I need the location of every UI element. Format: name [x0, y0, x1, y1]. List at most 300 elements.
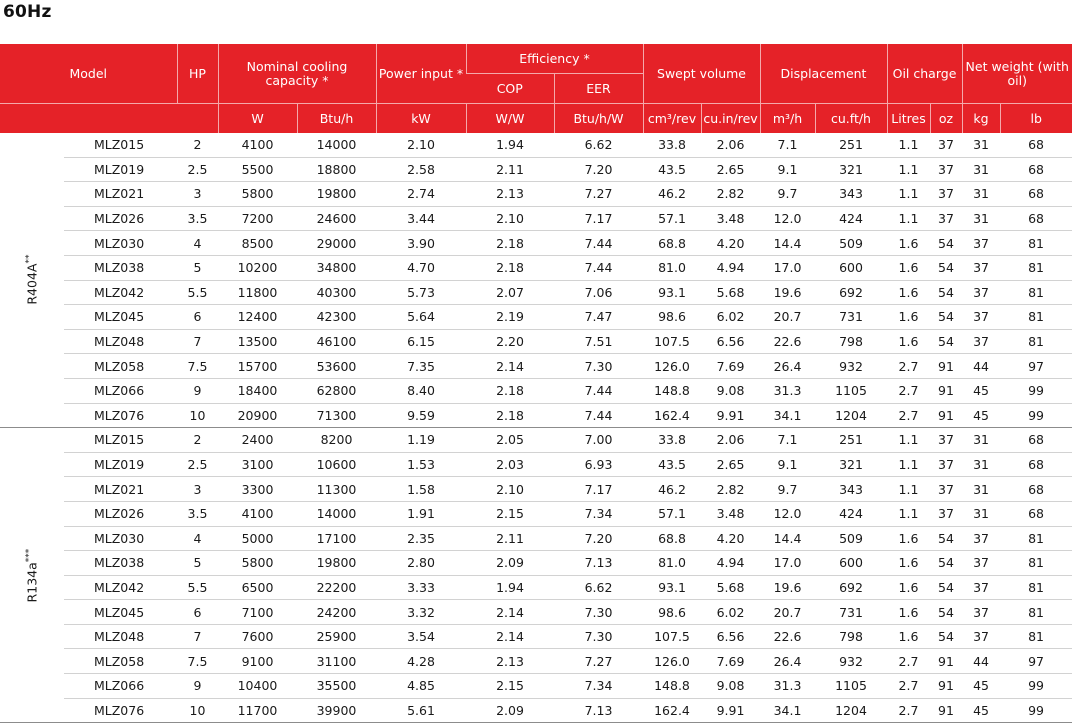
cell-cop: 2.07 — [466, 280, 554, 305]
cell-capacity-btu-h: 24600 — [297, 206, 376, 231]
cell-capacity-btu-h: 19800 — [297, 551, 376, 576]
cell-model: MLZ066 — [64, 378, 177, 403]
table-row — [0, 133, 1072, 157]
cell-capacity-btu-h: 24200 — [297, 600, 376, 625]
cell-weight-lb: 68 — [1000, 206, 1072, 231]
cell-oil-oz: 91 — [930, 354, 962, 379]
cell-swept-cu-in-rev: 4.20 — [701, 526, 760, 551]
cell-displacement-m3-h: 20.7 — [760, 305, 815, 330]
cell-eer: 7.44 — [554, 378, 643, 403]
cell-swept-cu-in-rev: 9.91 — [701, 403, 760, 428]
cell-model: MLZ021 — [64, 182, 177, 207]
cell-capacity-btu-h: 25900 — [297, 624, 376, 649]
cell-weight-lb: 81 — [1000, 255, 1072, 280]
cell-cop: 2.13 — [466, 649, 554, 674]
cell-swept-cm3-rev: 162.4 — [643, 698, 701, 723]
cell-swept-cu-in-rev: 2.65 — [701, 157, 760, 182]
cell-swept-cm3-rev: 81.0 — [643, 551, 701, 576]
cell-swept-cm3-rev: 57.1 — [643, 501, 701, 526]
cell-hp: 2 — [177, 428, 218, 453]
cell-swept-cm3-rev: 46.2 — [643, 477, 701, 502]
cell-displacement-cu-ft-h: 343 — [815, 182, 887, 207]
cell-eer: 7.13 — [554, 698, 643, 723]
cell-model: MLZ042 — [64, 575, 177, 600]
cell-weight-lb: 81 — [1000, 624, 1072, 649]
cell-displacement-m3-h: 20.7 — [760, 600, 815, 625]
cell-eer: 6.62 — [554, 133, 643, 157]
cell-power-kw: 2.10 — [376, 133, 466, 157]
cell-oil-litres: 1.6 — [887, 329, 930, 354]
cell-swept-cm3-rev: 107.5 — [643, 329, 701, 354]
cell-weight-lb: 81 — [1000, 575, 1072, 600]
cell-capacity-btu-h: 22200 — [297, 575, 376, 600]
cell-displacement-cu-ft-h: 509 — [815, 526, 887, 551]
cell-displacement-cu-ft-h: 1204 — [815, 403, 887, 428]
unit-btu-h-w: Btu/h/W — [554, 104, 643, 134]
cell-capacity-w: 18400 — [218, 378, 297, 403]
cell-cop: 2.03 — [466, 452, 554, 477]
cell-swept-cm3-rev: 43.5 — [643, 157, 701, 182]
cell-weight-lb: 81 — [1000, 280, 1072, 305]
cell-swept-cu-in-rev: 6.56 — [701, 329, 760, 354]
cell-power-kw: 2.80 — [376, 551, 466, 576]
cell-eer: 7.17 — [554, 206, 643, 231]
cell-weight-lb: 81 — [1000, 305, 1072, 330]
cell-swept-cu-in-rev: 2.82 — [701, 477, 760, 502]
cell-power-kw: 4.28 — [376, 649, 466, 674]
cell-capacity-btu-h: 29000 — [297, 231, 376, 256]
cell-hp: 10 — [177, 403, 218, 428]
cell-displacement-m3-h: 19.6 — [760, 575, 815, 600]
cell-hp: 2.5 — [177, 452, 218, 477]
cell-swept-cm3-rev: 93.1 — [643, 280, 701, 305]
cell-model: MLZ045 — [64, 600, 177, 625]
cell-capacity-btu-h: 14000 — [297, 133, 376, 157]
cell-hp: 9 — [177, 378, 218, 403]
cell-weight-kg: 37 — [962, 305, 1000, 330]
cell-swept-cm3-rev: 148.8 — [643, 674, 701, 699]
cell-cop: 2.15 — [466, 501, 554, 526]
cell-cop: 2.09 — [466, 551, 554, 576]
table-row — [0, 551, 1072, 576]
cell-power-kw: 3.32 — [376, 600, 466, 625]
cell-weight-kg: 37 — [962, 280, 1000, 305]
header-hp: HP — [177, 44, 218, 104]
cell-capacity-btu-h: 42300 — [297, 305, 376, 330]
cell-capacity-btu-h: 8200 — [297, 428, 376, 453]
cell-displacement-cu-ft-h: 692 — [815, 575, 887, 600]
cell-displacement-cu-ft-h: 600 — [815, 551, 887, 576]
cell-hp: 3 — [177, 182, 218, 207]
table-row — [0, 182, 1072, 207]
table-row — [0, 526, 1072, 551]
cell-eer: 7.51 — [554, 329, 643, 354]
cell-displacement-cu-ft-h: 424 — [815, 206, 887, 231]
cell-swept-cu-in-rev: 5.68 — [701, 280, 760, 305]
cell-model: MLZ076 — [64, 403, 177, 428]
page-title: 60Hz — [3, 2, 52, 22]
cell-displacement-cu-ft-h: 251 — [815, 428, 887, 453]
table-row — [0, 354, 1072, 379]
cell-weight-kg: 31 — [962, 206, 1000, 231]
cell-cop: 2.10 — [466, 206, 554, 231]
cell-weight-lb: 81 — [1000, 231, 1072, 256]
cell-swept-cu-in-rev: 4.94 — [701, 551, 760, 576]
cell-power-kw: 7.35 — [376, 354, 466, 379]
cell-oil-oz: 54 — [930, 575, 962, 600]
table-row — [0, 231, 1072, 256]
cell-capacity-btu-h: 53600 — [297, 354, 376, 379]
cell-displacement-cu-ft-h: 692 — [815, 280, 887, 305]
cell-eer: 7.27 — [554, 182, 643, 207]
cell-weight-kg: 31 — [962, 428, 1000, 453]
cell-eer: 7.30 — [554, 624, 643, 649]
cell-power-kw: 1.19 — [376, 428, 466, 453]
table-row — [0, 329, 1072, 354]
header-oil-charge: Oil charge — [887, 44, 962, 104]
cell-displacement-m3-h: 31.3 — [760, 378, 815, 403]
table-row — [0, 378, 1072, 403]
header-nominal-capacity: Nominal cooling capacity * — [218, 44, 376, 104]
cell-swept-cu-in-rev: 6.02 — [701, 305, 760, 330]
cell-oil-litres: 2.7 — [887, 403, 930, 428]
cell-oil-oz: 54 — [930, 231, 962, 256]
cell-hp: 9 — [177, 674, 218, 699]
cell-capacity-w: 13500 — [218, 329, 297, 354]
cell-hp: 4 — [177, 526, 218, 551]
refrigerant-label — [0, 428, 64, 723]
cell-cop: 2.18 — [466, 255, 554, 280]
cell-oil-litres: 2.7 — [887, 649, 930, 674]
cell-capacity-w: 9100 — [218, 649, 297, 674]
cell-hp: 5 — [177, 551, 218, 576]
cell-displacement-m3-h: 34.1 — [760, 698, 815, 723]
cell-oil-oz: 37 — [930, 157, 962, 182]
cell-weight-lb: 68 — [1000, 157, 1072, 182]
cell-capacity-w: 4100 — [218, 133, 297, 157]
cell-capacity-w: 11800 — [218, 280, 297, 305]
cell-swept-cu-in-rev: 7.69 — [701, 354, 760, 379]
cell-hp: 3 — [177, 477, 218, 502]
cell-capacity-w: 7200 — [218, 206, 297, 231]
cell-eer: 7.44 — [554, 403, 643, 428]
cell-power-kw: 4.85 — [376, 674, 466, 699]
cell-displacement-m3-h: 9.7 — [760, 182, 815, 207]
cell-displacement-cu-ft-h: 1105 — [815, 378, 887, 403]
cell-cop: 1.94 — [466, 575, 554, 600]
cell-power-kw: 1.91 — [376, 501, 466, 526]
cell-swept-cu-in-rev: 7.69 — [701, 649, 760, 674]
cell-weight-lb: 97 — [1000, 354, 1072, 379]
cell-eer: 7.00 — [554, 428, 643, 453]
cell-model: MLZ066 — [64, 674, 177, 699]
cell-eer: 7.34 — [554, 501, 643, 526]
cell-displacement-m3-h: 14.4 — [760, 526, 815, 551]
cell-swept-cm3-rev: 81.0 — [643, 255, 701, 280]
unit-oz: oz — [930, 104, 962, 134]
cell-weight-kg: 37 — [962, 551, 1000, 576]
unit-cu-ft-h: cu.ft/h — [815, 104, 887, 134]
table-row — [0, 305, 1072, 330]
cell-cop: 2.11 — [466, 526, 554, 551]
header-model: Model — [0, 44, 177, 104]
header-swept-volume: Swept volume — [643, 44, 760, 104]
cell-displacement-m3-h: 7.1 — [760, 133, 815, 157]
cell-oil-oz: 37 — [930, 206, 962, 231]
cell-displacement-m3-h: 9.1 — [760, 157, 815, 182]
cell-capacity-btu-h: 35500 — [297, 674, 376, 699]
cell-capacity-w: 2400 — [218, 428, 297, 453]
cell-displacement-m3-h: 19.6 — [760, 280, 815, 305]
refrigerant-text: R404A — [24, 264, 40, 306]
cell-eer: 7.27 — [554, 649, 643, 674]
cell-oil-litres: 1.1 — [887, 157, 930, 182]
table-row — [0, 206, 1072, 231]
table-header — [0, 44, 1072, 133]
cell-weight-lb: 81 — [1000, 551, 1072, 576]
unit-cu-in-rev: cu.in/rev — [701, 104, 760, 134]
cell-displacement-m3-h: 31.3 — [760, 674, 815, 699]
cell-weight-kg: 37 — [962, 600, 1000, 625]
cell-weight-kg: 45 — [962, 698, 1000, 723]
unit-litres: Litres — [887, 104, 930, 134]
cell-weight-kg: 44 — [962, 649, 1000, 674]
cell-hp: 2 — [177, 133, 218, 157]
cell-hp: 6 — [177, 305, 218, 330]
cell-displacement-m3-h: 22.6 — [760, 624, 815, 649]
cell-displacement-cu-ft-h: 932 — [815, 354, 887, 379]
refrigerant-label — [0, 133, 64, 428]
cell-eer: 6.93 — [554, 452, 643, 477]
cell-swept-cm3-rev: 57.1 — [643, 206, 701, 231]
cell-model: MLZ045 — [64, 305, 177, 330]
cell-oil-litres: 2.7 — [887, 698, 930, 723]
cell-oil-oz: 54 — [930, 329, 962, 354]
refrigerant-footnote-marker: *** — [24, 548, 35, 562]
cell-cop: 2.14 — [466, 600, 554, 625]
cell-oil-oz: 54 — [930, 551, 962, 576]
header-displacement: Displacement — [760, 44, 887, 104]
cell-swept-cm3-rev: 33.8 — [643, 133, 701, 157]
cell-swept-cm3-rev: 107.5 — [643, 624, 701, 649]
cell-hp: 5.5 — [177, 575, 218, 600]
cell-model: MLZ015 — [64, 428, 177, 453]
cell-oil-litres: 1.6 — [887, 551, 930, 576]
cell-model: MLZ038 — [64, 255, 177, 280]
cell-power-kw: 5.61 — [376, 698, 466, 723]
table-row — [0, 600, 1072, 625]
cell-weight-kg: 45 — [962, 674, 1000, 699]
cell-cop: 2.05 — [466, 428, 554, 453]
cell-capacity-w: 7600 — [218, 624, 297, 649]
cell-swept-cu-in-rev: 9.08 — [701, 378, 760, 403]
cell-cop: 2.20 — [466, 329, 554, 354]
cell-power-kw: 8.40 — [376, 378, 466, 403]
cell-cop: 2.10 — [466, 477, 554, 502]
cell-capacity-w: 10200 — [218, 255, 297, 280]
table-row — [0, 477, 1072, 502]
cell-displacement-cu-ft-h: 321 — [815, 452, 887, 477]
cell-swept-cu-in-rev: 3.48 — [701, 501, 760, 526]
table-row — [0, 674, 1072, 699]
unit-m3-h: m³/h — [760, 104, 815, 134]
cell-oil-litres: 1.1 — [887, 477, 930, 502]
cell-capacity-w: 5800 — [218, 551, 297, 576]
cell-cop: 2.14 — [466, 624, 554, 649]
cell-hp: 3.5 — [177, 501, 218, 526]
cell-model: MLZ038 — [64, 551, 177, 576]
table-row — [0, 452, 1072, 477]
table-row — [0, 280, 1072, 305]
cell-weight-lb: 68 — [1000, 477, 1072, 502]
cell-cop: 2.14 — [466, 354, 554, 379]
cell-swept-cu-in-rev: 5.68 — [701, 575, 760, 600]
refrigerant-name — [24, 255, 39, 305]
cell-displacement-cu-ft-h: 251 — [815, 133, 887, 157]
cell-swept-cu-in-rev: 2.82 — [701, 182, 760, 207]
cell-capacity-btu-h: 17100 — [297, 526, 376, 551]
cell-oil-litres: 1.6 — [887, 255, 930, 280]
header-cop: COP — [466, 74, 554, 104]
cell-capacity-w: 10400 — [218, 674, 297, 699]
cell-model: MLZ026 — [64, 501, 177, 526]
cell-capacity-btu-h: 62800 — [297, 378, 376, 403]
cell-capacity-w: 15700 — [218, 354, 297, 379]
cell-eer: 6.62 — [554, 575, 643, 600]
cell-capacity-w: 20900 — [218, 403, 297, 428]
cell-eer: 7.17 — [554, 477, 643, 502]
cell-oil-oz: 54 — [930, 624, 962, 649]
cell-capacity-btu-h: 10600 — [297, 452, 376, 477]
cell-oil-litres: 1.1 — [887, 452, 930, 477]
cell-swept-cu-in-rev: 6.02 — [701, 600, 760, 625]
table-row — [0, 575, 1072, 600]
cell-power-kw: 9.59 — [376, 403, 466, 428]
cell-oil-oz: 37 — [930, 501, 962, 526]
cell-swept-cm3-rev: 68.8 — [643, 231, 701, 256]
cell-swept-cu-in-rev: 6.56 — [701, 624, 760, 649]
unit-cm3-rev: cm³/rev — [643, 104, 701, 134]
cell-cop: 2.19 — [466, 305, 554, 330]
cell-capacity-btu-h: 71300 — [297, 403, 376, 428]
cell-eer: 7.30 — [554, 600, 643, 625]
cell-swept-cu-in-rev: 3.48 — [701, 206, 760, 231]
cell-swept-cm3-rev: 43.5 — [643, 452, 701, 477]
cell-weight-lb: 68 — [1000, 182, 1072, 207]
cell-weight-lb: 99 — [1000, 674, 1072, 699]
cell-model: MLZ030 — [64, 231, 177, 256]
cell-cop: 1.94 — [466, 133, 554, 157]
cell-oil-oz: 54 — [930, 526, 962, 551]
cell-capacity-btu-h: 31100 — [297, 649, 376, 674]
cell-displacement-m3-h: 17.0 — [760, 551, 815, 576]
cell-weight-lb: 99 — [1000, 403, 1072, 428]
cell-displacement-m3-h: 7.1 — [760, 428, 815, 453]
cell-displacement-m3-h: 14.4 — [760, 231, 815, 256]
cell-swept-cu-in-rev: 9.91 — [701, 698, 760, 723]
unit-btu-h: Btu/h — [297, 104, 376, 134]
cell-eer: 7.30 — [554, 354, 643, 379]
cell-oil-oz: 37 — [930, 182, 962, 207]
table-row — [0, 649, 1072, 674]
cell-swept-cm3-rev: 126.0 — [643, 649, 701, 674]
cell-weight-lb: 99 — [1000, 378, 1072, 403]
cell-oil-oz: 54 — [930, 255, 962, 280]
cell-oil-oz: 91 — [930, 403, 962, 428]
cell-power-kw: 3.54 — [376, 624, 466, 649]
cell-weight-kg: 37 — [962, 526, 1000, 551]
cell-hp: 10 — [177, 698, 218, 723]
cell-power-kw: 2.35 — [376, 526, 466, 551]
cell-capacity-btu-h: 34800 — [297, 255, 376, 280]
cell-eer: 7.20 — [554, 526, 643, 551]
cell-weight-kg: 31 — [962, 477, 1000, 502]
cell-displacement-m3-h: 26.4 — [760, 354, 815, 379]
cell-model: MLZ030 — [64, 526, 177, 551]
cell-hp: 4 — [177, 231, 218, 256]
cell-power-kw: 3.44 — [376, 206, 466, 231]
cell-weight-lb: 68 — [1000, 133, 1072, 157]
cell-oil-litres: 1.1 — [887, 206, 930, 231]
cell-swept-cm3-rev: 46.2 — [643, 182, 701, 207]
cell-weight-lb: 99 — [1000, 698, 1072, 723]
cell-oil-oz: 54 — [930, 280, 962, 305]
cell-displacement-cu-ft-h: 424 — [815, 501, 887, 526]
cell-model: MLZ048 — [64, 329, 177, 354]
cell-weight-lb: 68 — [1000, 428, 1072, 453]
cell-hp: 7.5 — [177, 649, 218, 674]
header-efficiency: Efficiency * — [466, 44, 643, 74]
cell-hp: 6 — [177, 600, 218, 625]
cell-capacity-w: 7100 — [218, 600, 297, 625]
cell-displacement-cu-ft-h: 731 — [815, 600, 887, 625]
table-row — [0, 403, 1072, 428]
cell-weight-kg: 31 — [962, 452, 1000, 477]
cell-oil-litres: 1.1 — [887, 133, 930, 157]
cell-displacement-m3-h: 9.7 — [760, 477, 815, 502]
cell-power-kw: 2.74 — [376, 182, 466, 207]
cell-hp: 5 — [177, 255, 218, 280]
cell-swept-cm3-rev: 162.4 — [643, 403, 701, 428]
cell-cop: 2.18 — [466, 403, 554, 428]
specifications-table — [0, 44, 1072, 723]
cell-weight-kg: 37 — [962, 231, 1000, 256]
cell-hp: 7.5 — [177, 354, 218, 379]
cell-capacity-w: 8500 — [218, 231, 297, 256]
cell-oil-litres: 1.6 — [887, 624, 930, 649]
cell-swept-cm3-rev: 33.8 — [643, 428, 701, 453]
cell-eer: 7.47 — [554, 305, 643, 330]
cell-model: MLZ026 — [64, 206, 177, 231]
cell-oil-oz: 54 — [930, 600, 962, 625]
refrigerant-text: R134a — [24, 561, 40, 603]
cell-swept-cu-in-rev: 9.08 — [701, 674, 760, 699]
cell-power-kw: 2.58 — [376, 157, 466, 182]
cell-oil-litres: 2.7 — [887, 378, 930, 403]
cell-displacement-m3-h: 26.4 — [760, 649, 815, 674]
cell-weight-lb: 81 — [1000, 600, 1072, 625]
cell-oil-litres: 1.6 — [887, 526, 930, 551]
cell-eer: 7.13 — [554, 551, 643, 576]
cell-displacement-cu-ft-h: 798 — [815, 624, 887, 649]
cell-swept-cu-in-rev: 4.20 — [701, 231, 760, 256]
cell-cop: 2.09 — [466, 698, 554, 723]
cell-cop: 2.13 — [466, 182, 554, 207]
cell-cop: 2.15 — [466, 674, 554, 699]
cell-weight-lb: 97 — [1000, 649, 1072, 674]
cell-capacity-btu-h: 14000 — [297, 501, 376, 526]
cell-weight-kg: 37 — [962, 575, 1000, 600]
